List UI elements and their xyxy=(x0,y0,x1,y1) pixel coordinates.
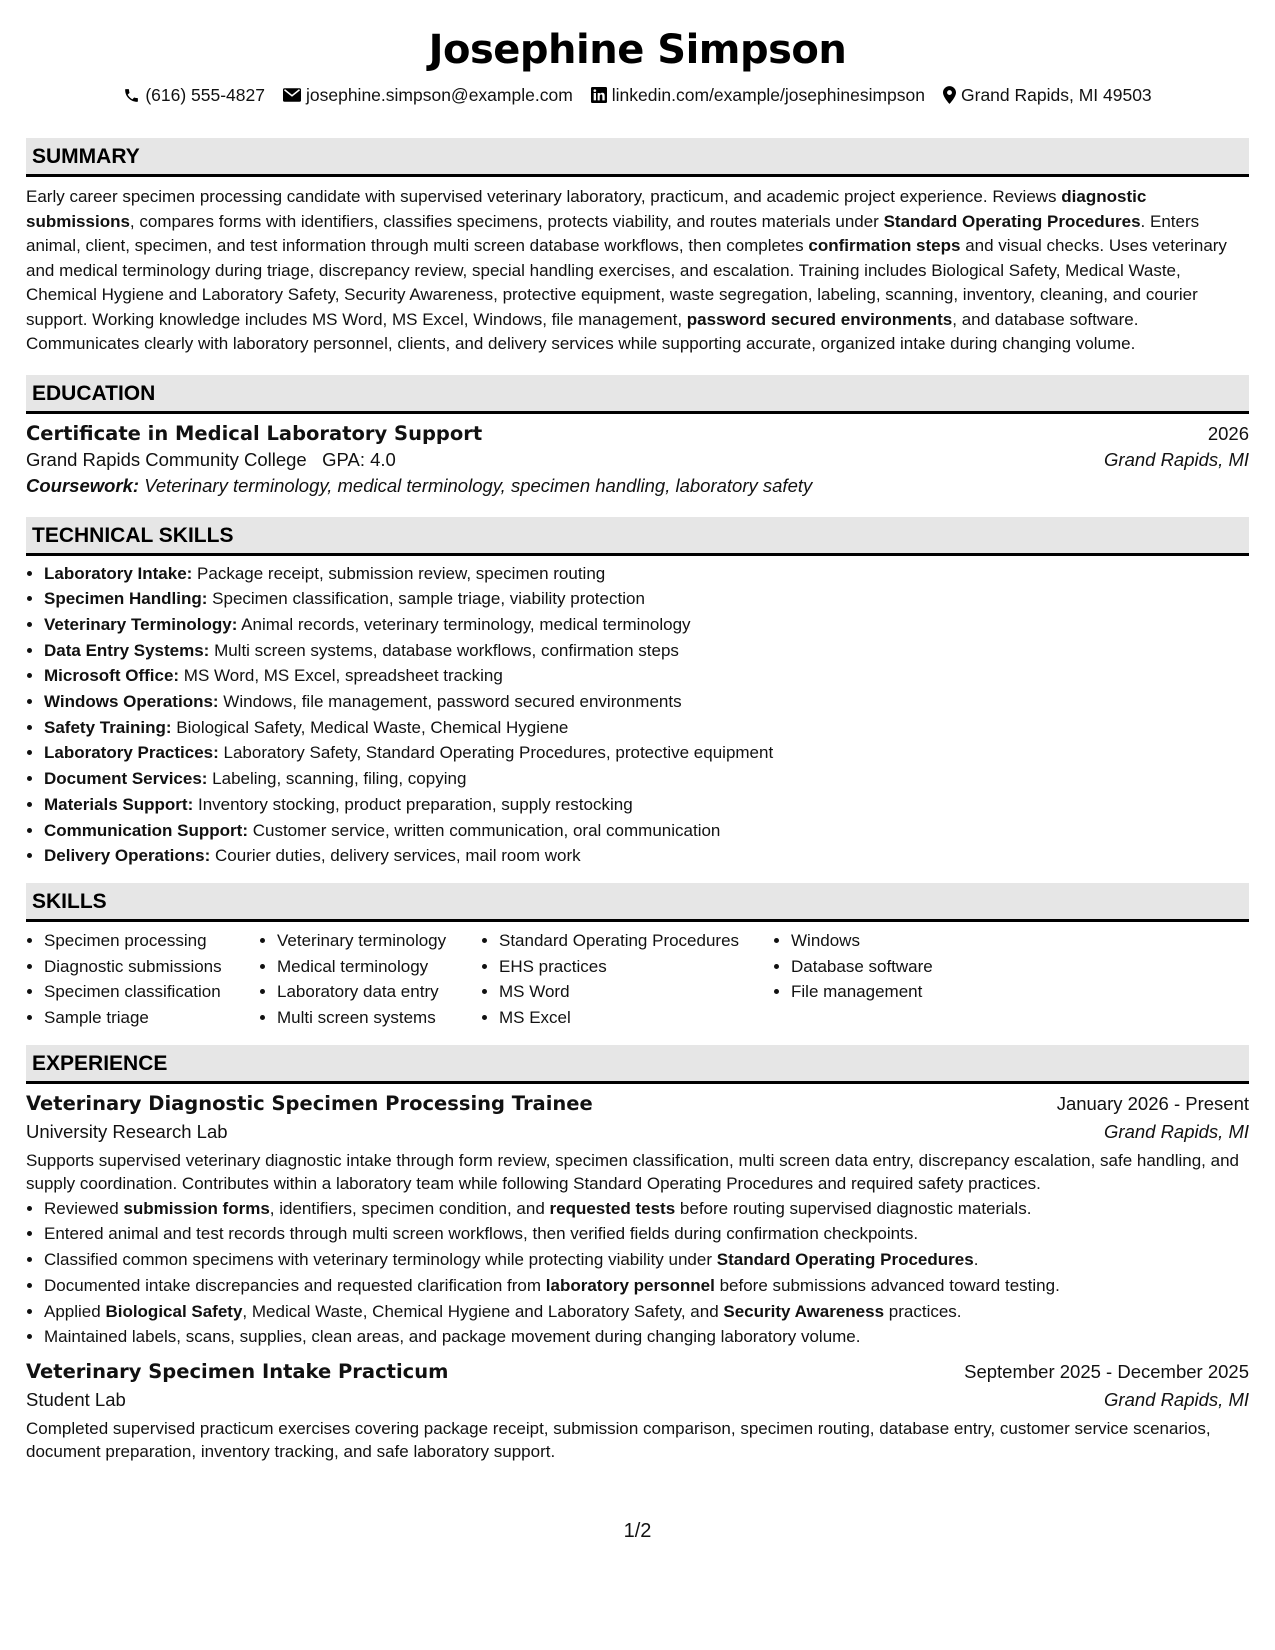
page-number: 1/2 xyxy=(623,1520,652,1542)
technical-skill-item xyxy=(44,561,1249,587)
text-run: , Medical Waste, Chemical Hygiene and Laboratory Safety, and xyxy=(242,1301,724,1321)
text-run: Early career specimen processing candidate with supervised veterinary laboratory, practicum, and academic project experience. Reviews xyxy=(26,187,1062,206)
location-text: Grand Rapids, MI 49503 xyxy=(961,84,1152,105)
education-heading: EDUCATION xyxy=(26,375,1249,414)
job-bullet xyxy=(44,1273,1249,1299)
text-run: , identifiers, specimen condition, and xyxy=(269,1198,550,1218)
skill-item: • Windows xyxy=(791,928,1073,954)
text-run: . xyxy=(973,1250,979,1270)
technical-skill-text: Multi screen systems, database workflows, confirmation steps xyxy=(209,640,679,660)
linkedin-text: linkedin.com/example/josephinesimpson xyxy=(611,84,925,105)
text-run: and visual checks. Uses veterinary and medical terminology during triage, discrepancy review, special handling exercises, and escalation. Training includes Biological Safety, Medical Waste, Chemical Hygiene and Laboratory Safety, Security Awareness, protective equipment, waste segregation, labeling, scanning, inventory, cleaning, and courier support. Working knowledge includes MS Word, MS Excel, Windows, file management, xyxy=(26,236,1227,329)
technical-skill-item xyxy=(44,663,1249,689)
text-run: before routing supervised diagnostic materials. xyxy=(675,1198,1032,1218)
contact-phone xyxy=(123,85,265,106)
job-dates: September 2025 - December 2025 xyxy=(964,1360,1249,1382)
skill-item: • File management xyxy=(791,979,1073,1005)
skill-item: • Multi screen systems xyxy=(277,1005,481,1031)
technical-skill-item xyxy=(44,638,1249,664)
skill-item: • EHS practices xyxy=(499,954,773,980)
text-run: Entered animal and test records through multi screen workflows, then verified fields during confirmation checkpoints. xyxy=(44,1224,919,1244)
job-entry xyxy=(26,1360,1249,1464)
skill-item: • MS Word xyxy=(499,979,773,1005)
text-run: . Enters animal, client, specimen, and test information through multi screen database workflows, then completes xyxy=(26,211,1200,255)
job-bullet xyxy=(44,1196,1249,1222)
technical-skill-text: Biological Safety, Medical Waste, Chemical Hygiene xyxy=(171,717,569,737)
technical-skill-text: Labeling, scanning, filing, copying xyxy=(207,769,467,789)
coursework-label: Coursework: xyxy=(26,474,140,496)
experience-section xyxy=(26,1045,1249,1464)
bold-phrase: Standard Operating Procedures xyxy=(883,211,1141,231)
email-text: josephine.simpson@example.com xyxy=(305,84,573,105)
job-bullet xyxy=(44,1324,1249,1350)
job-title: Veterinary Diagnostic Specimen Processing Trainee xyxy=(26,1091,593,1115)
technical-skills-section xyxy=(26,517,1249,869)
technical-skills-heading: TECHNICAL SKILLS xyxy=(26,517,1249,556)
job-bullets xyxy=(26,1196,1249,1350)
skill-item: • Database software xyxy=(791,954,1073,980)
degree-title: Certificate in Medical Laboratory Support xyxy=(26,421,483,445)
bold-phrase: Security Awareness xyxy=(723,1301,885,1321)
phone-text: (616) 555-4827 xyxy=(145,84,265,105)
technical-skill-label: Windows Operations: xyxy=(44,692,219,712)
gpa: GPA: 4.0 xyxy=(322,448,396,470)
job-summary: Supports supervised veterinary diagnostic intake through form review, specimen classification, multi screen data entry, discrepancy escalation, safe handling, and supply coordination. Contributes within a laboratory team while following Standard Operating Procedures and required safety practices. xyxy=(26,1150,1239,1194)
technical-skill-text: Inventory stocking, product preparation, supply restocking xyxy=(193,794,633,814)
technical-skill-label: Document Services: xyxy=(44,769,208,789)
skill-item: • Laboratory data entry xyxy=(277,979,481,1005)
skill-item: • Veterinary terminology xyxy=(277,928,481,954)
contact-location xyxy=(943,85,1152,106)
skills-column xyxy=(26,928,259,1031)
bold-phrase: confirmation steps xyxy=(808,236,961,255)
coursework-text: Veterinary terminology, medical terminology, specimen handling, laboratory safety xyxy=(139,474,813,496)
contact-bar xyxy=(26,82,1249,108)
technical-skill-label: Communication Support: xyxy=(44,820,248,840)
skills-column xyxy=(481,928,773,1031)
technical-skill-item xyxy=(44,843,1249,869)
job-organization: Student Lab xyxy=(26,1388,126,1410)
technical-skill-item xyxy=(44,818,1249,844)
skills-column xyxy=(259,928,481,1031)
text-run: Maintained labels, scans, supplies, clean areas, and package movement during changing laboratory volume. xyxy=(44,1327,861,1347)
job-entry xyxy=(26,1092,1249,1350)
skill-item: • Medical terminology xyxy=(277,954,481,980)
bold-phrase: requested tests xyxy=(549,1198,676,1218)
linkedin-icon xyxy=(591,87,607,103)
coursework-line xyxy=(26,475,1249,497)
job-title: Veterinary Specimen Intake Practicum xyxy=(26,1359,449,1383)
bold-phrase: laboratory personnel xyxy=(545,1275,715,1295)
contact-linkedin xyxy=(591,85,925,106)
technical-skill-text: MS Word, MS Excel, spreadsheet tracking xyxy=(179,666,503,686)
technical-skills-list xyxy=(26,561,1249,869)
technical-skill-label: Specimen Handling: xyxy=(44,589,208,609)
candidate-name: Josephine Simpson xyxy=(428,27,847,73)
technical-skill-item xyxy=(44,586,1249,612)
job-location: Grand Rapids, MI xyxy=(1104,1388,1249,1410)
skill-item: • Specimen processing xyxy=(44,928,259,954)
job-organization: University Research Lab xyxy=(26,1120,228,1142)
technical-skill-text: Package receipt, submission review, specimen routing xyxy=(192,563,606,583)
technical-skill-text: Customer service, written communication, oral communication xyxy=(247,820,721,840)
summary-text xyxy=(26,185,1249,357)
bold-phrase: Biological Safety xyxy=(105,1301,243,1321)
technical-skill-item xyxy=(44,612,1249,638)
text-run: Classified common specimens with veterinary terminology while protecting viability under xyxy=(44,1250,717,1270)
skills-heading: SKILLS xyxy=(26,883,1249,922)
bold-phrase: password secured environments xyxy=(686,309,953,329)
job-bullet xyxy=(44,1247,1249,1273)
school-name: Grand Rapids Community College xyxy=(26,448,307,470)
technical-skill-text: Laboratory Safety, Standard Operating Procedures, protective equipment xyxy=(218,743,774,763)
bold-phrase: Standard Operating Procedures xyxy=(716,1250,974,1270)
technical-skill-text: Specimen classification, sample triage, viability protection xyxy=(207,589,645,609)
technical-skill-item xyxy=(44,740,1249,766)
technical-skill-text: Animal records, veterinary terminology, medical terminology xyxy=(237,614,691,634)
technical-skill-label: Materials Support: xyxy=(44,794,194,814)
skill-item: • Sample triage xyxy=(44,1005,259,1031)
education-location: Grand Rapids, MI xyxy=(1104,448,1249,470)
technical-skill-text: Windows, file management, password secured environments xyxy=(218,692,682,712)
technical-skill-text: Courier duties, delivery services, mail room work xyxy=(210,846,581,866)
technical-skill-item xyxy=(44,715,1249,741)
experience-list xyxy=(26,1092,1249,1464)
mail-icon xyxy=(283,88,301,102)
summary-section xyxy=(26,138,1249,357)
skill-item: • MS Excel xyxy=(499,1005,773,1031)
job-bullet xyxy=(44,1299,1249,1325)
technical-skill-label: Data Entry Systems: xyxy=(44,640,210,660)
skill-item: • Diagnostic submissions xyxy=(44,954,259,980)
job-bullet xyxy=(44,1221,1249,1247)
bold-phrase: diagnostic submissions xyxy=(26,187,1147,231)
skill-item: • Standard Operating Procedures xyxy=(499,928,773,954)
technical-skill-label: Veterinary Terminology: xyxy=(44,614,238,634)
technical-skill-item xyxy=(44,766,1249,792)
text-run: before submissions advanced toward testing. xyxy=(714,1275,1060,1295)
bold-phrase: submission forms xyxy=(123,1198,270,1218)
map-pin-icon xyxy=(943,86,956,104)
job-location: Grand Rapids, MI xyxy=(1104,1120,1249,1142)
text-run: Applied xyxy=(44,1301,106,1321)
resume-page xyxy=(26,0,1249,1464)
phone-icon xyxy=(123,87,140,104)
skills-section xyxy=(26,883,1249,1031)
experience-heading: EXPERIENCE xyxy=(26,1045,1249,1084)
education-section xyxy=(26,375,1249,497)
skill-item: • Specimen classification xyxy=(44,979,259,1005)
skills-grid xyxy=(26,928,1249,1031)
technical-skill-label: Safety Training: xyxy=(44,717,172,737)
text-run: Documented intake discrepancies and requested clarification from xyxy=(44,1275,546,1295)
summary-heading: SUMMARY xyxy=(26,138,1249,177)
text-run: practices. xyxy=(884,1301,962,1321)
technical-skill-label: Microsoft Office: xyxy=(44,666,180,686)
technical-skill-label: Laboratory Practices: xyxy=(44,743,219,763)
technical-skill-item xyxy=(44,689,1249,715)
skills-column xyxy=(773,928,1073,1031)
technical-skill-label: Laboratory Intake: xyxy=(44,563,193,583)
text-run: , compares forms with identifiers, classifies specimens, protects viability, and routes materials under xyxy=(129,211,884,231)
text-run: Reviewed xyxy=(44,1198,124,1218)
job-summary: Completed supervised practicum exercises covering package receipt, submission comparison, specimen routing, database entry, customer service scenarios, document preparation, inventory tracking, and safe laboratory support. xyxy=(26,1418,1211,1462)
text-run: , and database software. Communicates clearly with laboratory personnel, clients, and delivery services while supporting accurate, organized intake during changing volume. xyxy=(26,309,1139,353)
contact-email xyxy=(283,85,573,106)
job-dates: January 2026 - Present xyxy=(1056,1092,1249,1114)
technical-skill-label: Delivery Operations: xyxy=(44,846,211,866)
school-line xyxy=(26,449,396,471)
technical-skill-item xyxy=(44,792,1249,818)
education-year: 2026 xyxy=(1207,422,1249,444)
